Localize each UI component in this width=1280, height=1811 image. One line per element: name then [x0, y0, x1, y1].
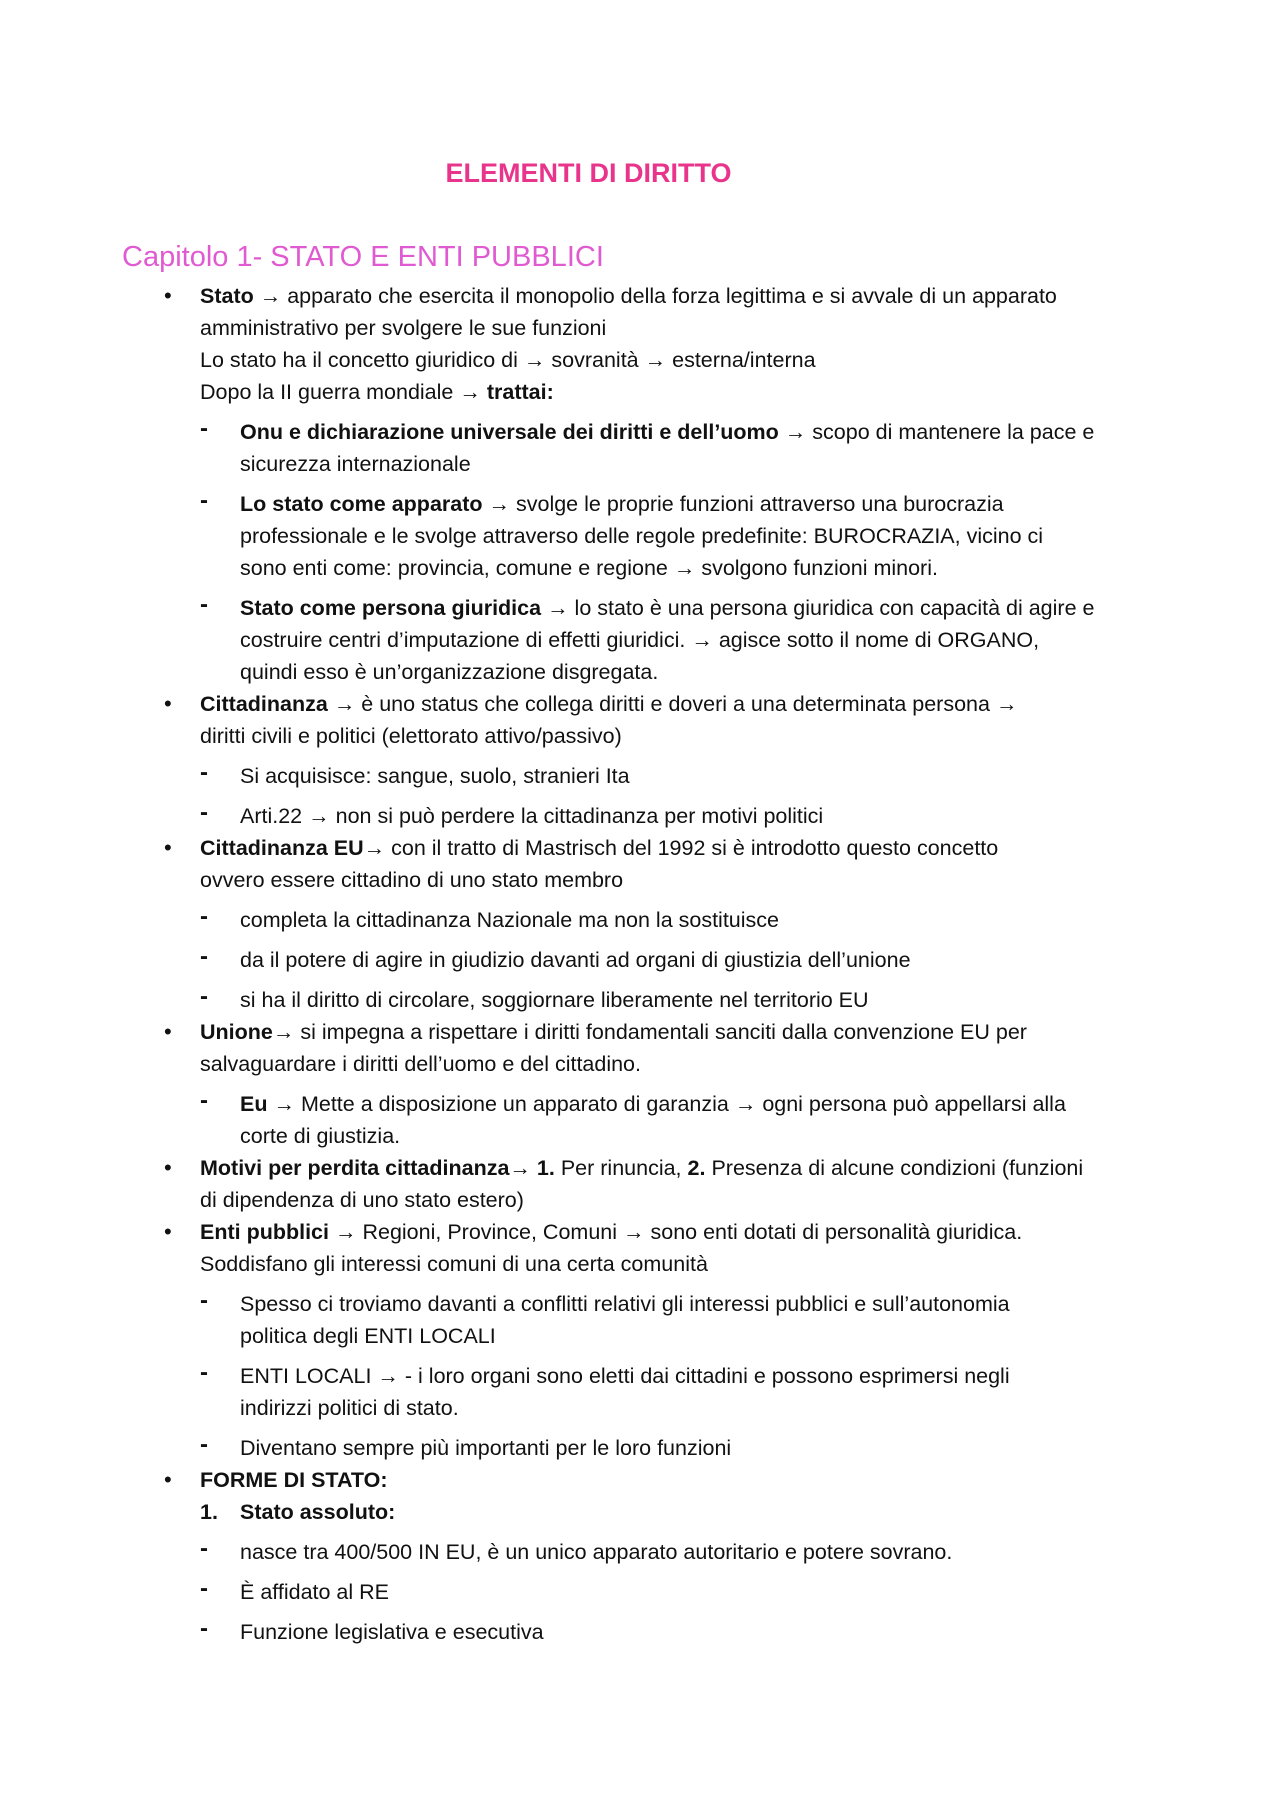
arrow-icon: → — [644, 348, 667, 372]
arrow-icon: → — [272, 1020, 295, 1044]
dash-icon: - — [200, 943, 208, 970]
arrow-icon: → — [673, 556, 696, 580]
arrow-icon: → — [995, 692, 1018, 716]
list-item-motivi: • Motivi per perdita cittadinanza→ 1. Per rinuncia, 2. Presenza di alcune condizioni (funzioni di dipendenza di uno stato estero) — [160, 1152, 1170, 1216]
term-stato: Stato — [200, 284, 254, 308]
arrow-icon: → — [547, 596, 569, 620]
sub-item-importanti: - Diventano sempre più importanti per le loro funzioni — [200, 1431, 732, 1460]
sub-item-potere: - da il potere di agire in giudizio davanti ad organi di giustizia dell’unione — [200, 943, 911, 972]
dash-icon: - — [200, 903, 208, 930]
list-item-stato: • Stato → apparato che esercita il monopolio della forza legittima e si avvale di un apparato amministrativo per svolgere le sue funzioni Lo stato ha il concetto giuridico di → sovranità → esterna/interna Dopo la II guerra mondiale → trattai: — [160, 280, 1170, 408]
sub-item-stato-apparato: - Lo stato come apparato → svolge le proprie funzioni attraverso una burocrazia professionale e le svolge attraverso delle regole predefinite: BUROCRAZIA, vicino ci sono enti come: provincia, comune e regione → svolgono funzioni minori. — [200, 487, 1044, 580]
sub-item-eu: - Eu → Mette a disposizione un apparato di garanzia → ogni persona può appellarsi alla corte di giustizia. — [200, 1087, 1066, 1148]
arrow-icon: → — [308, 804, 330, 828]
list-item-enti-pubblici: • Enti pubblici → Regioni, Province, Comuni → sono enti dotati di personalità giuridica. Soddisfano gli interessi comuni di una certa comunità — [160, 1216, 1170, 1280]
dash-icon: - — [200, 1087, 208, 1114]
dash-icon: - — [200, 415, 208, 442]
dash-icon: - — [200, 487, 208, 514]
sub-item-completa: - completa la cittadinanza Nazionale ma non la sostituisce — [200, 903, 779, 932]
arrow-icon: → — [363, 836, 386, 860]
document-body — [160, 280, 1170, 1648]
bullet-icon: • — [164, 1019, 172, 1044]
bullet-icon: • — [164, 691, 172, 716]
sub-item-affidato: - È affidato al RE — [200, 1575, 389, 1604]
arrow-icon: → — [259, 284, 282, 308]
sub-item-enti-locali: - ENTI LOCALI → - i loro organi sono eletti dai cittadini e possono esprimersi negli indirizzi politici di stato. — [200, 1359, 1010, 1420]
sub-item-acquisizione: - Si acquisisce: sangue, suolo, stranieri Ita — [200, 759, 630, 788]
arrow-icon: → — [734, 1092, 757, 1116]
dash-icon: - — [200, 759, 208, 786]
list-item-unione: • Unione→ si impegna a rispettare i diritti fondamentali sanciti dalla convenzione EU per salvaguardare i diritti dell’uomo e del cittadino. — [160, 1016, 1170, 1080]
sub-item-funzione: - Funzione legislativa e esecutiva — [200, 1615, 544, 1644]
dash-icon: - — [200, 1431, 208, 1458]
arrow-icon: → — [333, 692, 356, 716]
arrow-icon: → — [691, 628, 713, 652]
arrow-icon: → — [459, 380, 481, 404]
arrow-icon: → — [784, 420, 807, 444]
dash-icon: - — [200, 1615, 208, 1642]
numbered-item-stato-assoluto: 1. Stato assoluto: — [200, 1500, 396, 1524]
arrow-icon: → — [509, 1156, 531, 1180]
bullet-icon: • — [164, 835, 172, 860]
list-item-cittadinanza: • Cittadinanza → è uno status che collega diritti e doveri a una determinata persona → diritti civili e politici (elettorato attivo/passivo) — [160, 688, 1170, 752]
arrow-icon: → — [488, 492, 510, 516]
sub-item-art22: - Arti.22 → non si può perdere la cittadinanza per motivi politici — [200, 799, 824, 828]
sub-item-circolare: - si ha il diritto di circolare, soggiornare liberamente nel territorio EU — [200, 983, 869, 1012]
dash-icon: - — [200, 1359, 208, 1386]
bullet-icon: • — [164, 1467, 172, 1492]
dash-icon: - — [200, 1287, 208, 1314]
dash-icon: - — [200, 1535, 208, 1562]
document-title: ELEMENTI DI DIRITTO — [445, 158, 732, 188]
arrow-icon: → — [623, 1220, 645, 1244]
sub-item-nasce: - nasce tra 400/500 IN EU, è un unico apparato autoritario e potere sovrano. — [200, 1535, 953, 1564]
list-item-forme-di-stato: • FORME DI STATO: — [160, 1464, 1170, 1496]
arrow-icon: → — [273, 1092, 295, 1116]
bullet-icon: • — [164, 1219, 172, 1244]
dash-icon: - — [200, 591, 208, 618]
bullet-icon: • — [164, 1155, 172, 1180]
bullet-icon: • — [164, 283, 172, 308]
sub-item-conflitti: - Spesso ci troviamo davanti a conflitti relativi gli interessi pubblici e sull’autonomia politica degli ENTI LOCALI — [200, 1287, 1010, 1348]
list-item-cittadinanza-eu: • Cittadinanza EU→ con il tratto di Mastrisch del 1992 si è introdotto questo concetto ovvero essere cittadino di uno stato membro — [160, 832, 1170, 896]
dash-icon: - — [200, 983, 208, 1010]
sub-item-persona-giuridica: - Stato come persona giuridica → lo stato è una persona giuridica con capacità di agire e costruire centri d’imputazione di effetti giuridici. → agisce sotto il nome di ORGANO, quindi esso è un’organizzazione disgregata. — [200, 591, 1095, 684]
dash-icon: - — [200, 799, 208, 826]
sub-item-onu: - Onu e dichiarazione universale dei diritti e dell’uomo → scopo di mantenere la pace e sicurezza internazionale — [200, 415, 1095, 476]
chapter-heading: Capitolo 1- STATO E ENTI PUBBLICI — [122, 241, 604, 273]
arrow-icon: → — [334, 1220, 357, 1244]
arrow-icon: → — [377, 1364, 399, 1388]
dash-icon: - — [200, 1575, 208, 1602]
arrow-icon: → — [523, 348, 546, 372]
